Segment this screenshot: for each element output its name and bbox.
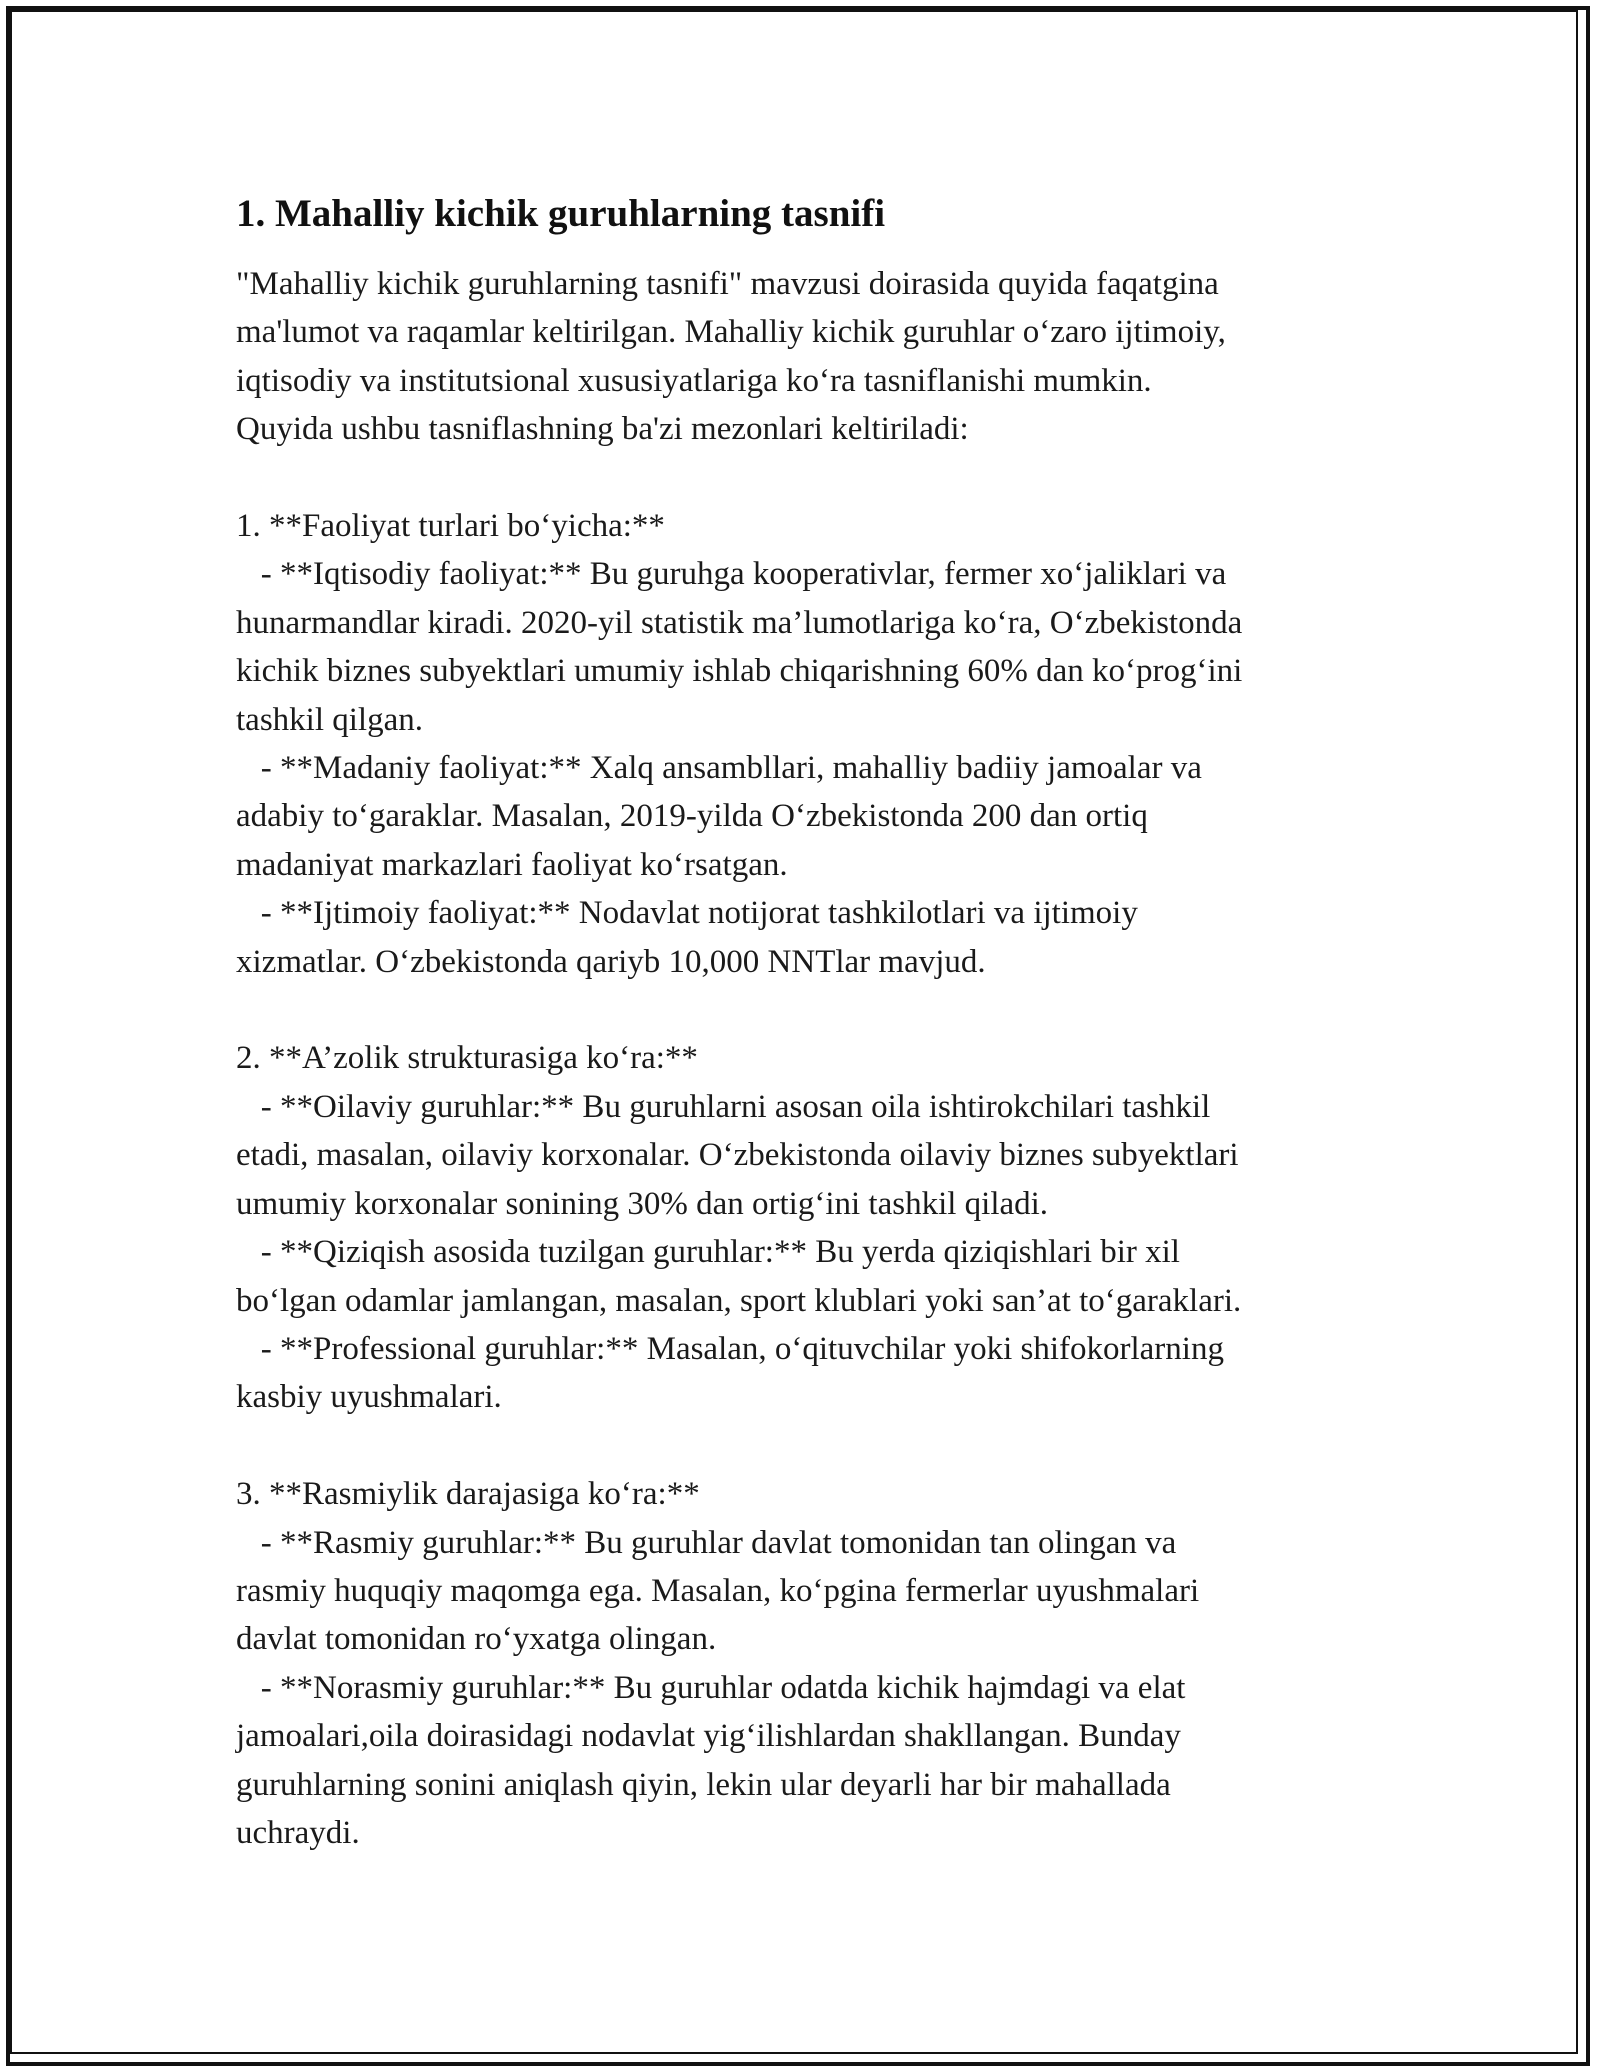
text-line: etadi, masalan, oilaviy korxonalar. O‘zbekistonda oilaviy biznes subyektlari (236, 1137, 1239, 1174)
section-heading: 2. **A’zolik strukturasiga ko‘ra:** (236, 1040, 698, 1077)
text-line: jamoalari,oila doirasidagi nodavlat yig‘ilishlardan shakllangan. Bunday (236, 1718, 1181, 1755)
text-line: guruhlarning sonini aniqlash qiyin, lekin ular deyarli har bir mahallada (236, 1766, 1171, 1803)
text-line: - **Rasmiy guruhlar:** Bu guruhlar davlat tomonidan tan olingan va (236, 1524, 1177, 1561)
intro-paragraph (236, 260, 1376, 454)
text-line: - **Qiziqish asosida tuzilgan guruhlar:** Bu yerda qiziqishlari bir xil (236, 1234, 1180, 1271)
section-membership-structure (236, 1034, 1376, 1421)
paragraph-spacer (236, 1422, 1376, 1470)
text-line: - **Iqtisodiy faoliyat:** Bu guruhga kooperativlar, fermer xo‘jaliklari va (236, 556, 1227, 593)
section-activity-types (236, 502, 1376, 986)
text-line: hunarmandlar kiradi. 2020-yil statistik ma’lumotlariga ko‘ra, O‘zbekistonda (236, 604, 1243, 641)
paragraph-spacer (236, 986, 1376, 1034)
text-line: kichik biznes subyektlari umumiy ishlab chiqarishning 60% dan ko‘prog‘ini (236, 653, 1243, 690)
section-formality-level (236, 1470, 1376, 1857)
text-line: kasbiy uyushmalari. (236, 1379, 502, 1416)
document-title: 1. Mahalliy kichik guruhlarning tasnifi (236, 192, 886, 235)
text-line: madaniyat markazlari faoliyat ko‘rsatgan. (236, 846, 788, 883)
text-line: - **Professional guruhlar:** Masalan, o‘qituvchilar yoki shifokorlarning (236, 1330, 1224, 1367)
text-line: adabiy to‘garaklar. Masalan, 2019-yilda O‘zbekistonda 200 dan ortiq (236, 798, 1148, 835)
text-line: xizmatlar. O‘zbekistonda qariyb 10,000 NNTlar mavjud. (236, 943, 986, 980)
text-line: - **Oilaviy guruhlar:** Bu guruhlarni asosan oila ishtirokchilari tashkil (236, 1088, 1211, 1125)
document-page (236, 190, 1376, 1857)
section-heading: 3. **Rasmiylik darajasiga ko‘ra:** (236, 1476, 700, 1513)
text-line: Quyida ushbu tasniflashning ba'zi mezonlari keltiriladi: (236, 411, 969, 448)
text-line: iqtisodiy va institutsional xususiyatlariga ko‘ra tasniflanishi mumkin. (236, 362, 1152, 399)
text-line: - **Madaniy faoliyat:** Xalq ansambllari, mahalliy badiiy jamoalar va (236, 750, 1202, 787)
text-line: - **Ijtimoiy faoliyat:** Nodavlat notijorat tashkilotlari va ijtimoiy (236, 895, 1138, 932)
text-line: uchraydi. (236, 1814, 360, 1851)
section-heading: 1. **Faoliyat turlari bo‘yicha:** (236, 508, 665, 545)
text-line: davlat tomonidan ro‘yxatga olingan. (236, 1621, 717, 1658)
paragraph-spacer (236, 454, 1376, 502)
text-line: umumiy korxonalar sonining 30% dan ortig‘ini tashkil qiladi. (236, 1185, 1049, 1222)
text-line: bo‘lgan odamlar jamlangan, masalan, sport klublari yoki san’at to‘garaklari. (236, 1282, 1242, 1319)
text-line: - **Norasmiy guruhlar:** Bu guruhlar odatda kichik hajmdagi va elat (236, 1669, 1186, 1706)
text-line: ma'lumot va raqamlar keltirilgan. Mahalliy kichik guruhlar o‘zaro ijtimoiy, (236, 314, 1226, 351)
text-line: tashkil qilgan. (236, 701, 423, 738)
text-line: "Mahalliy kichik guruhlarning tasnifi" mavzusi doirasida quyida faqatgina (236, 266, 1219, 302)
text-line: rasmiy huquqiy maqomga ega. Masalan, ko‘pgina fermerlar uyushmalari (236, 1572, 1200, 1609)
